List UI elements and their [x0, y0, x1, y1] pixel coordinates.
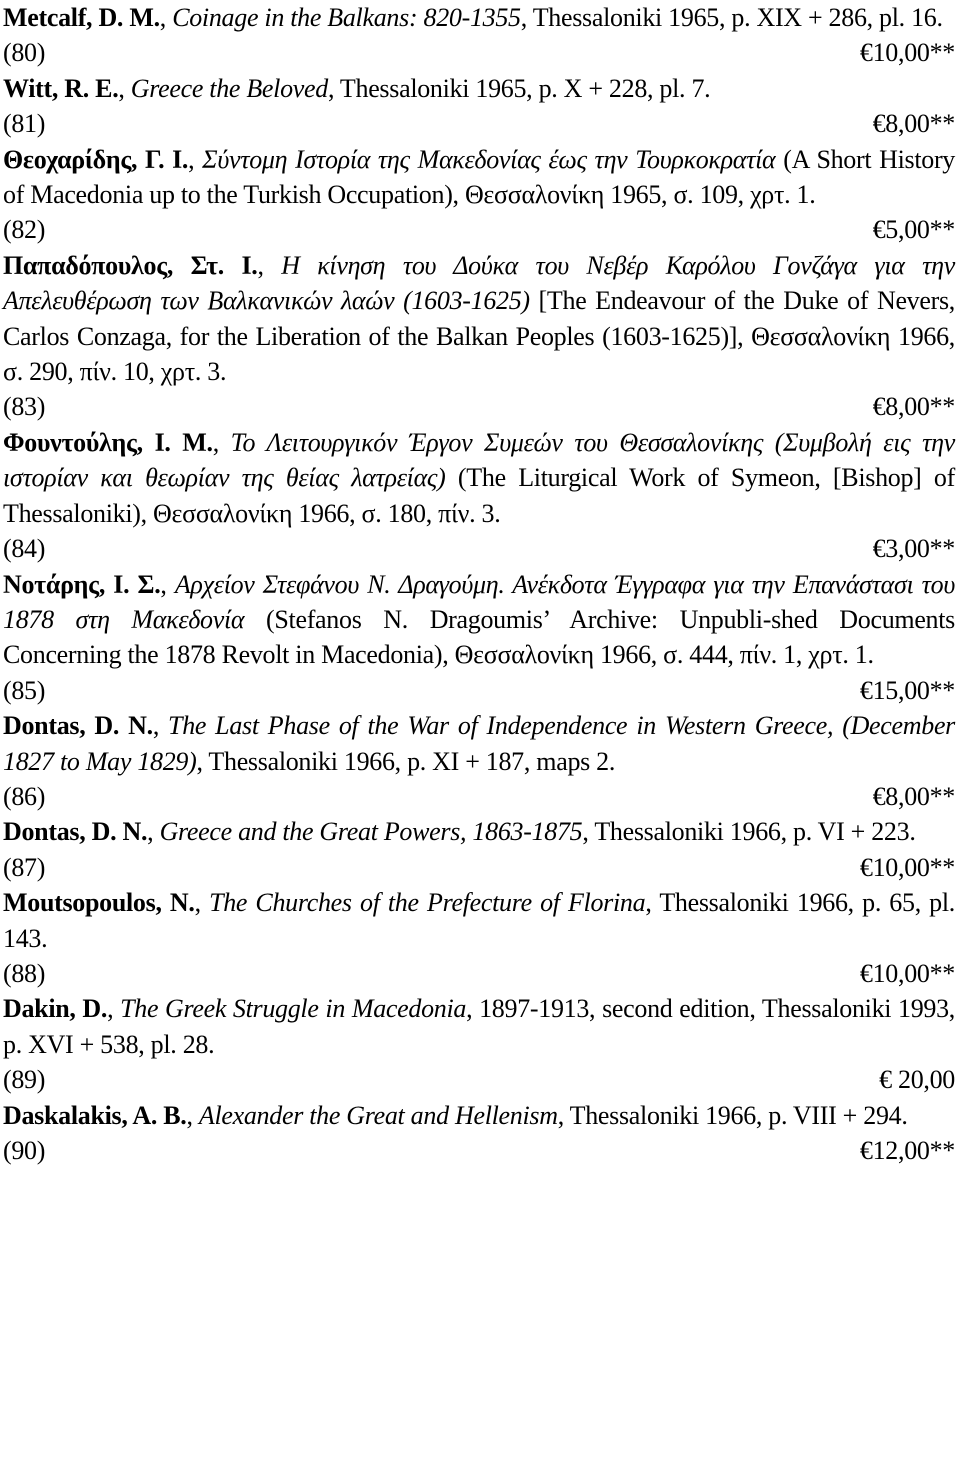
entry-description: Metcalf, D. M., Coinage in the Balkans: 820-1355, Thessaloniki 1965, p. XIX + 286, pl. 16.: [3, 3, 943, 32]
entry-title: The Last Phase of the War of Independence in Western Greece, (December 1827 to May 1829): [3, 711, 955, 776]
entry-price: € 20,00: [879, 1065, 955, 1095]
entry-number: (89): [3, 1065, 46, 1095]
entry-author: Νοτάρης, Ι. Σ.: [3, 569, 161, 599]
entry-author: Dontas, D. N.: [3, 711, 153, 741]
catalog-entry: [3, 1098, 955, 1169]
entry-description: Θεοχαρίδης, Γ. Ι., Σύντομη Ιστορία της Μακεδονίας έως την Τουρκοκρατία (A Short History of Macedonia up to the Turkish Occupation), Θεσσαλονίκη 1965, σ. 109, χρτ. 1.: [3, 144, 955, 210]
entry-price-line: [3, 106, 955, 141]
entry-price: €5,00**: [872, 215, 955, 245]
entry-author: Παπαδόπουλος, Στ. Ι.: [3, 250, 258, 280]
entry-description: Moutsopoulos, N., The Churches of the Prefecture of Florina, Thessaloniki 1966, p. 65, pl. 143.: [3, 888, 955, 953]
entry-title: Η κίνηση του Δούκα του Νεβέρ Καρόλου Γονζάγα για την Απελευθέρωση των Βαλκανικών λαών (1603-1625): [3, 250, 955, 316]
entry-details: , 1897-1913, second edition, Thessaloniki 1993, p. XVI + 538, pl. 28.: [3, 994, 955, 1059]
entry-price: €10,00**: [859, 852, 955, 882]
entry-title: Greece the Beloved: [130, 73, 328, 103]
entry-description: Witt, R. E., Greece the Beloved, Thessaloniki 1965, p. X + 228, pl. 7.: [3, 73, 711, 103]
catalog-entry: [3, 814, 955, 885]
entry-author: Witt, R. E.: [3, 73, 119, 103]
entry-price: €15,00**: [859, 675, 955, 705]
entry-number: (83): [3, 392, 46, 422]
entry-title: Greece and the Great Powers, 1863-1875: [159, 817, 583, 847]
entry-title: Το Λειτουργικόν Έργον Συμεών του Θεσσαλονίκης (Συμβολή εις την ιστορίαν και θεωρίαν της θείας λατρείας): [3, 427, 955, 493]
entry-author: Daskalakis, A. B.: [3, 1100, 187, 1130]
entry-number: (82): [3, 215, 46, 245]
entry-description: Νοτάρης, Ι. Σ., Αρχείον Στεφάνου Ν. Δραγούμη. Ανέκδοτα Έγγραφα για την Επανάστασι του 1878 στη Μακεδονία (Stefanos N. Dragoumis’ Archive: Unpubli-shed Documents Concerning the 1878 Revolt in Macedonia), Θεσσαλονίκη 1966, σ. 444, πίν. 1, χρτ. 1.: [3, 569, 956, 670]
entry-title: Αρχείον Στεφάνου Ν. Δραγούμη. Ανέκδοτα Έγγραφα για την Επανάστασι του 1878 στη Μακεδονία: [3, 569, 955, 634]
entry-number: (88): [3, 958, 46, 988]
entry-description: Dontas, D. N., The Last Phase of the War of Independence in Western Greece, (December 1827 to May 1829), Thessaloniki 1966, p. XI + 187, maps 2.: [3, 711, 955, 776]
entry-price-line: [3, 850, 955, 885]
entry-title: The Churches of the Prefecture of Florina: [209, 888, 646, 918]
catalog-entry: [3, 248, 955, 425]
entry-details: , Thessaloniki 1965, p. X + 228, pl. 7.: [327, 73, 711, 103]
entry-details: (The Liturgical Work of Symeon, [Bishop] of Thessaloniki), Θεσσαλονίκη 1966, σ. 180, πίν. 3.: [3, 463, 955, 528]
entry-price-line: [3, 389, 955, 424]
entry-title: Coinage in the Balkans: 820-1355: [172, 3, 521, 32]
entry-price-line: [3, 1062, 955, 1097]
entry-details: [The Endeavour of the Duke of Nevers, Carlos Conzaga, for the Liberation of the Balkan Peoples (1603-1625)], Θεσσαλονίκη 1966, σ. 290, πίν. 10, χρτ. 3.: [3, 286, 955, 387]
catalog-entry: [3, 567, 955, 709]
catalog-entry: [3, 142, 955, 248]
entry-description: Παπαδόπουλος, Στ. Ι., Η κίνηση του Δούκα του Νεβέρ Καρόλου Γονζάγα για την Απελευθέρωση των Βαλκανικών λαών (1603-1625) [The Endeavour of the Duke of Nevers, Carlos Conzaga, for the Liberation of the Balkan Peoples (1603-1625)], Θεσσαλονίκη 1966, σ. 290, πίν. 10, χρτ. 3.: [3, 250, 955, 387]
entry-price: €3,00**: [872, 534, 955, 564]
entry-price-line: [3, 212, 955, 247]
entry-price: €10,00**: [859, 38, 955, 68]
entry-price: €10,00**: [859, 958, 955, 988]
entry-number: (85): [3, 675, 46, 705]
catalog-entry: [3, 991, 955, 1097]
entry-price: €8,00**: [872, 109, 955, 139]
entry-price: €8,00**: [872, 392, 955, 422]
entry-author: Moutsopoulos, N.: [3, 888, 195, 918]
entry-title: Σύντομη Ιστορία της Μακεδονίας έως την Τουρκοκρατία: [202, 144, 776, 174]
entry-price: €12,00**: [859, 1136, 955, 1165]
catalog-entry: [3, 708, 955, 814]
entry-details: , Thessaloniki 1965, p. XIX + 286, pl. 16.: [520, 3, 943, 32]
entry-number: (81): [3, 109, 46, 139]
entry-price-line: [3, 1133, 955, 1168]
entry-author: Φουντούλης, Ι. Μ.: [3, 427, 213, 457]
entry-price-line: [3, 956, 955, 991]
entry-author: Θεοχαρίδης, Γ. Ι.: [3, 144, 189, 174]
entry-title: Alexander the Great and Hellenism: [198, 1100, 558, 1130]
entry-number: (80): [3, 38, 46, 68]
entry-description: Daskalakis, A. B., Alexander the Great and Hellenism, Thessaloniki 1966, p. VIII + 294.: [3, 1100, 908, 1130]
entry-details: , Thessaloniki 1966, p. 65, pl. 143.: [3, 888, 955, 953]
entry-number: (90): [3, 1136, 46, 1165]
entry-details: , Thessaloniki 1966, p. VI + 223.: [582, 817, 916, 847]
entry-author: Dakin, D.: [3, 994, 108, 1024]
entry-details: (Stefanos N. Dragoumis’ Archive: Unpubli-shed Documents Concerning the 1878 Revolt in Macedonia), Θεσσαλονίκη 1966, σ. 444, πίν. 1, χρτ. 1.: [3, 604, 956, 670]
entry-description: Φουντούλης, Ι. Μ., Το Λειτουργικόν Έργον Συμεών του Θεσσαλονίκης (Συμβολή εις την ιστορίαν και θεωρίαν της θείας λατρείας) (The Liturgical Work of Symeon, [Bishop] of Thessaloniki), Θεσσαλονίκη 1966, σ. 180, πίν. 3.: [3, 427, 955, 528]
entry-author: Metcalf, D. M.: [3, 3, 160, 32]
entry-author: Dontas, D. N.: [3, 817, 148, 847]
catalog-entry: [3, 885, 955, 991]
catalog-entry: [3, 425, 955, 567]
entry-description: Dontas, D. N., Greece and the Great Powers, 1863-1875, Thessaloniki 1966, p. VI + 223.: [3, 817, 916, 847]
catalog-list: [3, 0, 955, 1168]
catalog-entry: [3, 71, 955, 142]
entry-price-line: [3, 531, 955, 566]
entry-details: (A Short History of Macedonia up to the Turkish Occupation), Θεσσαλονίκη 1965, σ. 109, χρτ. 1.: [3, 144, 955, 210]
entry-title: The Greek Struggle in Macedonia: [120, 994, 467, 1024]
entry-details: , Thessaloniki 1966, p. XI + 187, maps 2.: [196, 746, 616, 776]
entry-price-line: [3, 673, 955, 708]
entry-description: Dakin, D., The Greek Struggle in Macedonia, 1897-1913, second edition, Thessaloniki 1993, p. XVI + 538, pl. 28.: [3, 994, 955, 1059]
entry-details: , Thessaloniki 1966, p. VIII + 294.: [557, 1100, 908, 1130]
entry-price-line: [3, 35, 955, 70]
catalog-entry: [3, 0, 955, 71]
entry-number: (86): [3, 781, 46, 811]
entry-price-line: [3, 779, 955, 814]
entry-number: (84): [3, 534, 46, 564]
entry-price: €8,00**: [872, 781, 955, 811]
entry-number: (87): [3, 852, 46, 882]
